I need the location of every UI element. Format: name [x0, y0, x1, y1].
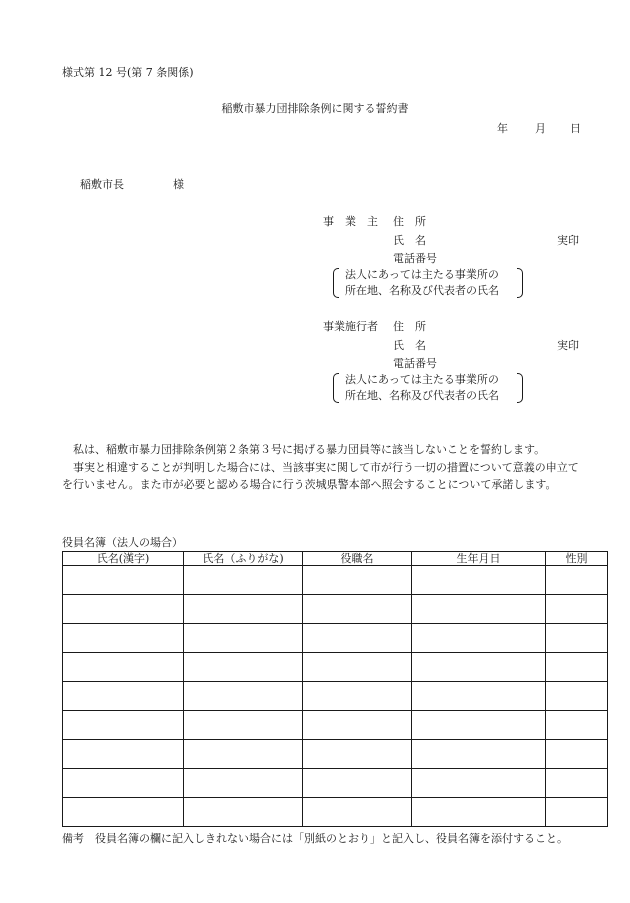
cell: [184, 682, 303, 711]
note-line-1: 法人にあっては主たる事業所の: [345, 373, 499, 386]
table-row: [63, 769, 608, 798]
cell: [546, 624, 608, 653]
addressee-name: 稲敷市長: [80, 178, 124, 191]
bracket-right: [517, 373, 523, 403]
cell: [184, 653, 303, 682]
cell: [412, 682, 546, 711]
cell: [546, 682, 608, 711]
cell: [63, 682, 184, 711]
header-name-kanji: 氏名(漢字): [63, 552, 184, 566]
name-label: 氏 名: [393, 234, 426, 247]
cell: [63, 653, 184, 682]
cell: [546, 711, 608, 740]
address-label: 住 所: [393, 320, 426, 333]
address-label: 住 所: [393, 215, 426, 228]
bracket-right: [517, 268, 523, 298]
cell: [63, 711, 184, 740]
addressee-suffix: 様: [173, 178, 184, 191]
date-year: 年: [497, 122, 508, 135]
officer-roster-table: [62, 551, 608, 827]
cell: [184, 595, 303, 624]
cell: [546, 595, 608, 624]
phone-label: 電話番号: [393, 357, 437, 370]
table-row: [63, 566, 608, 595]
cell: [184, 566, 303, 595]
bracket-left: [333, 268, 339, 298]
note-line-2: 所在地、名称及び代表者の氏名: [345, 284, 499, 297]
cell: [412, 798, 546, 827]
table-row: [63, 653, 608, 682]
cell: [63, 740, 184, 769]
cell: [412, 711, 546, 740]
cell: [546, 798, 608, 827]
cell: [303, 595, 412, 624]
name-label: 氏 名: [393, 339, 426, 352]
cell: [184, 769, 303, 798]
cell: [184, 798, 303, 827]
header-gender: 性別: [546, 552, 608, 566]
cell: [412, 769, 546, 798]
cell: [303, 740, 412, 769]
bracket-left: [333, 373, 339, 403]
cell: [546, 769, 608, 798]
cell: [412, 740, 546, 769]
date-day: 日: [570, 122, 581, 135]
cell: [63, 566, 184, 595]
cell: [303, 566, 412, 595]
cell: [63, 798, 184, 827]
cell: [63, 769, 184, 798]
cell: [303, 769, 412, 798]
cell: [184, 711, 303, 740]
table-row: [63, 595, 608, 624]
cell: [303, 624, 412, 653]
phone-label: 電話番号: [393, 252, 437, 265]
roster-caption: 役員名簿（法人の場合）: [62, 536, 183, 549]
cell: [303, 711, 412, 740]
table-row: [63, 711, 608, 740]
note-line-1: 法人にあっては主たる事業所の: [345, 268, 499, 281]
cell: [412, 624, 546, 653]
cell: [546, 740, 608, 769]
table-row: [63, 740, 608, 769]
cell: [546, 653, 608, 682]
cell: [412, 566, 546, 595]
pledge-paragraph-2: 事実と相違することが判明した場合には、当該事実に関して市が行う一切の措置について意義の申立てを行いません。また市が必要と認める場合に行う茨城県警本部へ照会することについて承諾します。: [62, 461, 579, 491]
cell: [412, 595, 546, 624]
cell: [63, 595, 184, 624]
table-row: [63, 798, 608, 827]
table-row: [63, 682, 608, 711]
seal-label: 実印: [557, 234, 579, 247]
cell: [63, 624, 184, 653]
cell: [412, 653, 546, 682]
date-month: 月: [535, 122, 546, 135]
cell: [184, 740, 303, 769]
note-line-2: 所在地、名称及び代表者の氏名: [345, 389, 499, 402]
cell: [184, 624, 303, 653]
cell: [303, 798, 412, 827]
header-birthdate: 生年月日: [412, 552, 546, 566]
cell: [546, 566, 608, 595]
cell: [303, 682, 412, 711]
roster-header-row: [63, 552, 608, 566]
cell: [303, 653, 412, 682]
table-row: [63, 624, 608, 653]
header-name-furigana: 氏名（ふりがな): [184, 552, 303, 566]
document-title: 稲敷市暴力団排除条例に関する誓約書: [221, 102, 409, 115]
header-position: 役職名: [303, 552, 412, 566]
pledge-paragraph-1: 私は、稲敷市暴力団排除条例第２条第３号に掲げる暴力団員等に該当しないことを誓約します。: [73, 443, 546, 456]
role-label: 事 業 主: [323, 215, 378, 228]
form-number: 様式第 12 号(第 7 条関係): [62, 66, 194, 79]
role-label: 事業施行者: [323, 320, 378, 333]
remark-note: 備考 役員名簿の欄に記入しきれない場合には「別紙のとおり」と記入し、役員名簿を添付すること。: [62, 832, 568, 845]
seal-label: 実印: [557, 339, 579, 352]
